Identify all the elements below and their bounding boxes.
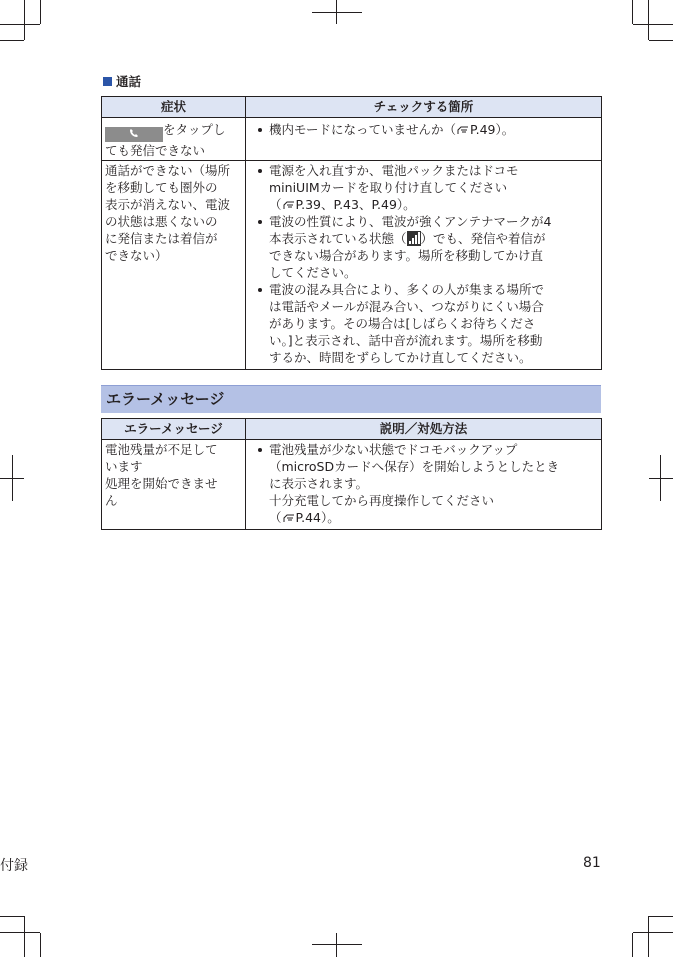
list-item — [249, 441, 598, 526]
check-cell — [246, 161, 602, 370]
header-symptom: 症状 — [102, 97, 246, 118]
crop-mark — [24, 0, 25, 40]
crop-mark — [40, 0, 41, 24]
crop-mark — [649, 40, 673, 41]
crop-mark — [649, 478, 673, 479]
check-text-part: 本表示されている状態（ — [269, 231, 407, 246]
check-text: できない場合があります。場所を移動してかけ直 — [269, 248, 544, 263]
check-text: してください。 — [269, 265, 357, 280]
symptom-cell — [102, 161, 246, 370]
reference-hand-icon — [283, 197, 295, 208]
check-text — [269, 230, 598, 247]
header-error-message: エラーメッセージ — [102, 419, 246, 440]
crop-mark — [24, 916, 25, 957]
check-text: 機内モードになっていませんか（ — [269, 122, 457, 137]
crop-mark — [649, 916, 673, 917]
crop-mark — [336, 933, 337, 957]
symptom-cell — [102, 118, 246, 161]
crop-mark — [648, 916, 649, 957]
table-row — [102, 440, 602, 530]
symptom-text: できない） — [105, 248, 168, 263]
crop-mark — [632, 933, 633, 957]
crop-mark — [660, 455, 661, 501]
crop-mark — [40, 933, 41, 957]
symptom-text: をタップし — [163, 122, 226, 137]
check-text: い。]と表示され、話中音が流れます。場所を移動 — [269, 333, 543, 348]
symptom-text: の状態は悪くないの — [105, 214, 218, 229]
crop-mark — [336, 0, 337, 24]
message-text: 電池残量が不足して — [105, 442, 218, 457]
header-check: チェックする箇所 — [246, 97, 602, 118]
description-text: 十分充電してから再度操作してください — [269, 493, 495, 508]
reference-hand-icon — [283, 510, 295, 521]
crop-mark — [0, 932, 40, 933]
crop-mark — [632, 0, 633, 24]
ref-text: P.39、P.43、P.49）。 — [295, 197, 416, 212]
square-bullet-icon — [103, 77, 112, 86]
description-text: 電池残量が少ない状態でドコモバックアップ — [269, 442, 518, 457]
list-item — [249, 162, 598, 213]
message-text: います — [105, 459, 143, 474]
check-text: 電源を入れ直すか、電池パックまたはドコモ — [269, 163, 519, 178]
crop-mark — [633, 24, 673, 25]
description-cell — [246, 440, 602, 530]
check-text: は電話やメールが混み合い、つながりにくい場合 — [269, 299, 544, 314]
crop-mark — [12, 455, 13, 501]
description-text: （microSDカードへ保存）を開始しようとしたとき — [269, 459, 560, 474]
check-text: するか、時間をずらしてかけ直してください。 — [269, 350, 532, 365]
phone-call-icon — [105, 127, 163, 142]
message-cell — [102, 440, 246, 530]
list-item — [249, 281, 598, 366]
symptom-text: 通話ができない（場所 — [105, 163, 231, 178]
check-text: 電波の混み具合により、多くの人が集まる場所で — [269, 282, 545, 297]
check-text: 電波の性質により、電波が強くアンテナマークが4 — [269, 214, 552, 229]
crop-mark — [648, 0, 649, 40]
check-text-part: ）でも、発信や着信が — [420, 231, 546, 246]
call-troubleshoot-table — [101, 96, 602, 370]
symptom-text: に発信または着信が — [105, 231, 218, 246]
page-number: 81 — [583, 855, 601, 871]
description-text: に表示されます。 — [269, 476, 369, 491]
symptom-text: を移動しても圏外の — [105, 180, 218, 195]
section-title-call — [103, 72, 141, 90]
error-message-table — [101, 418, 602, 530]
symptom-text: ても発信できない — [105, 143, 206, 158]
check-text: （ P.39、P.43、P.49）。 — [269, 197, 416, 212]
table-header-row — [102, 97, 602, 118]
table-row — [102, 118, 602, 161]
section-title-text: 通話 — [116, 74, 142, 89]
check-text: miniUIMカードを取り付け直してください — [269, 180, 508, 195]
error-section-banner: エラーメッセージ — [101, 385, 601, 413]
list-item — [249, 213, 598, 281]
description-text: （ P.44）。 — [269, 510, 340, 525]
check-text: P.49）。 — [470, 122, 515, 137]
message-text: 処理を開始できませ — [105, 476, 218, 491]
footer-label: 付録 — [0, 858, 28, 874]
reference-hand-icon — [457, 122, 469, 133]
crop-mark — [0, 916, 24, 917]
crop-mark — [0, 40, 24, 41]
ref-text: P.44）。 — [295, 510, 340, 525]
message-text: ん — [105, 493, 118, 508]
crop-mark — [0, 24, 40, 25]
antenna-signal-icon — [407, 231, 421, 246]
symptom-text: 表示が消えない、電波 — [105, 197, 231, 212]
header-description: 説明／対処方法 — [246, 419, 602, 440]
table-header-row — [102, 419, 602, 440]
crop-mark — [312, 12, 362, 13]
check-cell — [246, 118, 602, 161]
table-row — [102, 161, 602, 370]
crop-mark — [312, 944, 362, 945]
check-text: があります。その場合は[しばらくお待ちくださ — [269, 316, 536, 331]
list-item — [249, 121, 598, 138]
crop-mark — [633, 932, 673, 933]
